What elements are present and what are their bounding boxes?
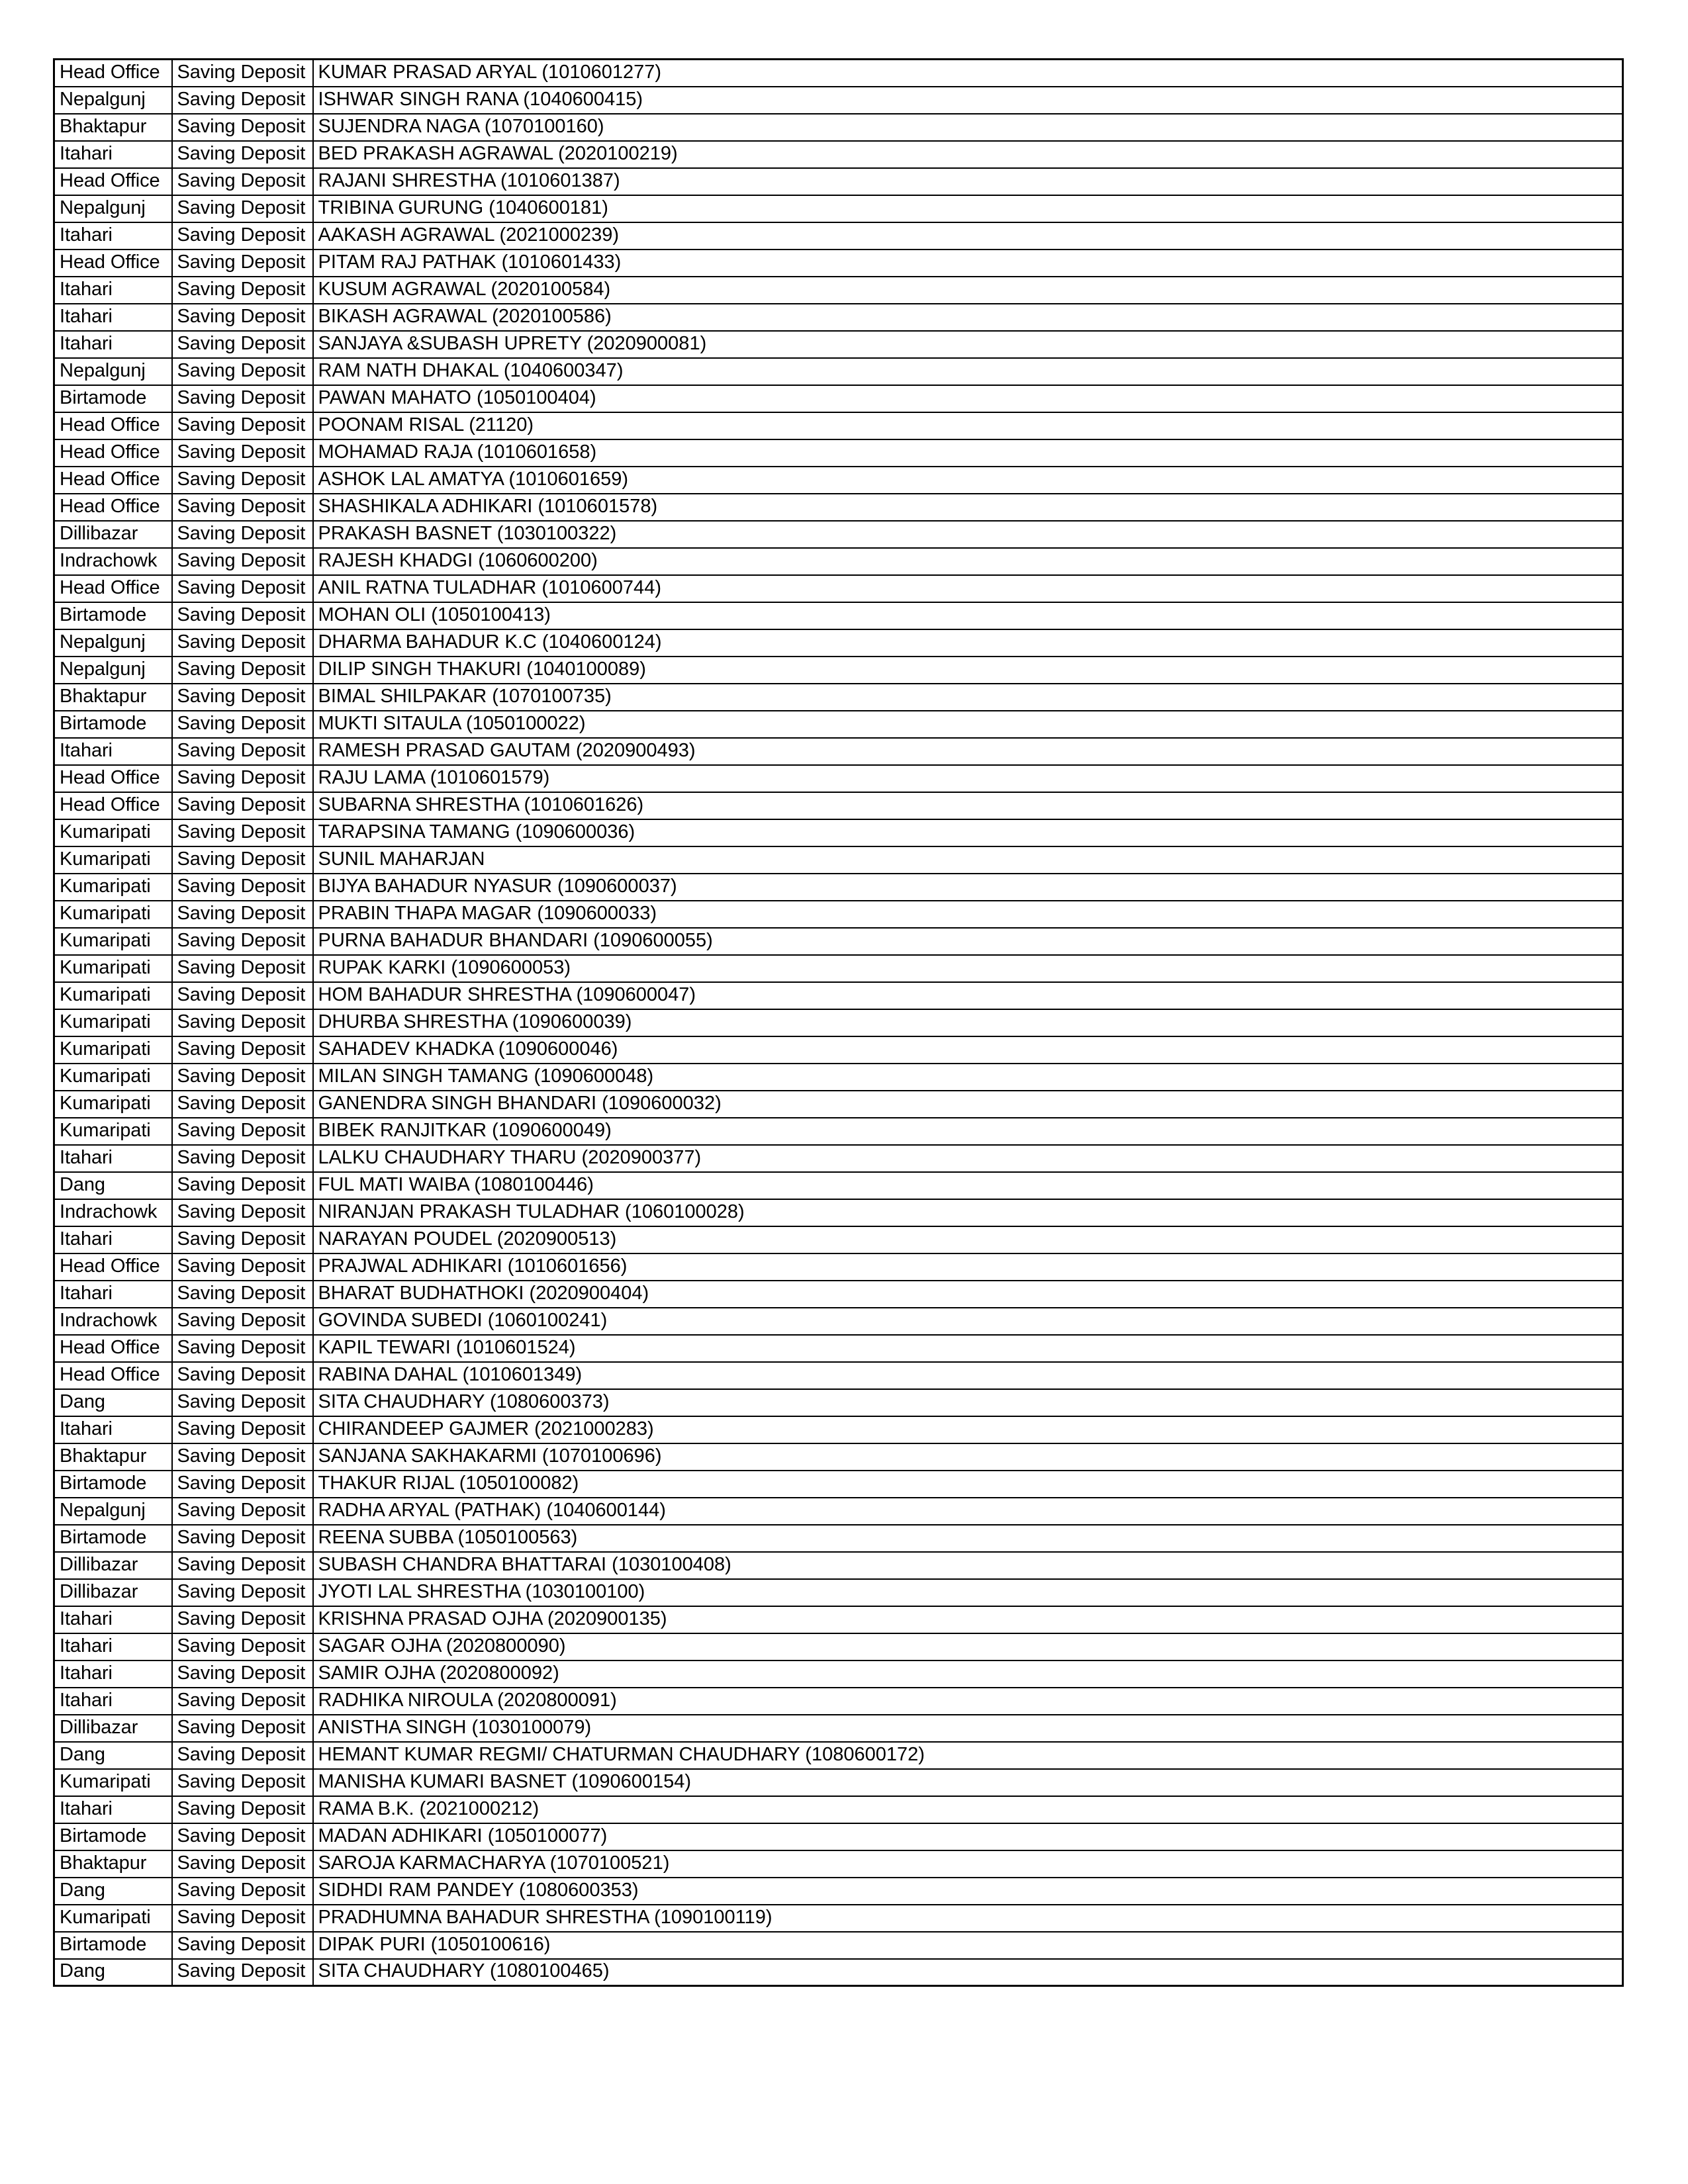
account-type-cell: Saving Deposit	[172, 1633, 313, 1661]
account-type-cell: Saving Deposit	[172, 521, 313, 548]
table-row	[54, 304, 1623, 331]
table-row	[54, 1036, 1623, 1064]
account-holder-cell: SHASHIKALA ADHIKARI (1010601578)	[313, 494, 1623, 521]
account-type-cell: Saving Deposit	[172, 1471, 313, 1498]
branch-cell: Kumaripati	[54, 1118, 172, 1145]
account-holder-cell: GANENDRA SINGH BHANDARI (1090600032)	[313, 1091, 1623, 1118]
branch-cell: Itahari	[54, 1416, 172, 1443]
account-holder-cell: PRAKASH BASNET (1030100322)	[313, 521, 1623, 548]
account-type-cell: Saving Deposit	[172, 195, 313, 222]
table-row	[54, 684, 1623, 711]
account-holder-cell: SUBARNA SHRESTHA (1010601626)	[313, 792, 1623, 819]
account-type-cell: Saving Deposit	[172, 1688, 313, 1715]
account-type-cell: Saving Deposit	[172, 1416, 313, 1443]
account-type-cell: Saving Deposit	[172, 467, 313, 494]
table-row	[54, 195, 1623, 222]
table-row	[54, 1091, 1623, 1118]
branch-cell: Nepalgunj	[54, 87, 172, 114]
account-type-cell: Saving Deposit	[172, 738, 313, 765]
table-row	[54, 1335, 1623, 1362]
account-type-cell: Saving Deposit	[172, 1443, 313, 1471]
account-type-cell: Saving Deposit	[172, 1253, 313, 1281]
account-type-cell: Saving Deposit	[172, 928, 313, 955]
account-holder-cell: PRADHUMNA BAHADUR SHRESTHA (1090100119)	[313, 1905, 1623, 1932]
account-holder-cell: KUSUM AGRAWAL (2020100584)	[313, 277, 1623, 304]
table-body	[54, 60, 1623, 1986]
branch-cell: Birtamode	[54, 602, 172, 629]
account-type-cell: Saving Deposit	[172, 1959, 313, 1986]
account-type-cell: Saving Deposit	[172, 385, 313, 412]
branch-cell: Itahari	[54, 331, 172, 358]
branch-cell: Head Office	[54, 439, 172, 467]
account-holder-cell: MUKTI SITAULA (1050100022)	[313, 711, 1623, 738]
account-holder-cell: FUL MATI WAIBA (1080100446)	[313, 1172, 1623, 1199]
branch-cell: Itahari	[54, 1145, 172, 1172]
account-type-cell: Saving Deposit	[172, 1715, 313, 1742]
branch-cell: Itahari	[54, 1606, 172, 1633]
account-holder-cell: PITAM RAJ PATHAK (1010601433)	[313, 250, 1623, 277]
account-type-cell: Saving Deposit	[172, 1498, 313, 1525]
table-row	[54, 1661, 1623, 1688]
branch-cell: Itahari	[54, 141, 172, 168]
table-row	[54, 982, 1623, 1009]
table-row	[54, 602, 1623, 629]
table-row	[54, 494, 1623, 521]
branch-cell: Dang	[54, 1172, 172, 1199]
branch-cell: Birtamode	[54, 385, 172, 412]
branch-cell: Head Office	[54, 168, 172, 195]
branch-cell: Bhaktapur	[54, 684, 172, 711]
branch-cell: Head Office	[54, 765, 172, 792]
account-type-cell: Saving Deposit	[172, 1796, 313, 1823]
table-row	[54, 1064, 1623, 1091]
account-type-cell: Saving Deposit	[172, 114, 313, 141]
table-row	[54, 1796, 1623, 1823]
branch-cell: Birtamode	[54, 1932, 172, 1959]
account-type-cell: Saving Deposit	[172, 1091, 313, 1118]
account-type-cell: Saving Deposit	[172, 1932, 313, 1959]
account-holder-cell: HEMANT KUMAR REGMI/ CHATURMAN CHAUDHARY (1080600172)	[313, 1742, 1623, 1769]
table-row	[54, 439, 1623, 467]
account-holder-cell: SUBASH CHANDRA BHATTARAI (1030100408)	[313, 1552, 1623, 1579]
branch-cell: Kumaripati	[54, 819, 172, 846]
account-type-cell: Saving Deposit	[172, 1850, 313, 1878]
branch-cell: Kumaripati	[54, 1769, 172, 1796]
account-holders-table	[53, 58, 1624, 1987]
branch-cell: Indrachowk	[54, 1199, 172, 1226]
account-type-cell: Saving Deposit	[172, 982, 313, 1009]
account-holder-cell: ANIL RATNA TULADHAR (1010600744)	[313, 575, 1623, 602]
branch-cell: Itahari	[54, 222, 172, 250]
table-row	[54, 141, 1623, 168]
account-holder-cell: NIRANJAN PRAKASH TULADHAR (1060100028)	[313, 1199, 1623, 1226]
table-row	[54, 87, 1623, 114]
branch-cell: Indrachowk	[54, 548, 172, 575]
account-holder-cell: RAJU LAMA (1010601579)	[313, 765, 1623, 792]
account-type-cell: Saving Deposit	[172, 1823, 313, 1850]
branch-cell: Itahari	[54, 1281, 172, 1308]
table-row	[54, 114, 1623, 141]
table-row	[54, 575, 1623, 602]
branch-cell: Nepalgunj	[54, 657, 172, 684]
account-type-cell: Saving Deposit	[172, 602, 313, 629]
branch-cell: Birtamode	[54, 711, 172, 738]
account-holder-cell: MADAN ADHIKARI (1050100077)	[313, 1823, 1623, 1850]
account-holder-cell: POONAM RISAL (21120)	[313, 412, 1623, 439]
table-row	[54, 467, 1623, 494]
account-holder-cell: THAKUR RIJAL (1050100082)	[313, 1471, 1623, 1498]
account-holder-cell: NARAYAN POUDEL (2020900513)	[313, 1226, 1623, 1253]
account-type-cell: Saving Deposit	[172, 494, 313, 521]
account-type-cell: Saving Deposit	[172, 548, 313, 575]
table-row	[54, 1443, 1623, 1471]
account-holder-cell: MANISHA KUMARI BASNET (1090600154)	[313, 1769, 1623, 1796]
account-holder-cell: DIPAK PURI (1050100616)	[313, 1932, 1623, 1959]
branch-cell: Kumaripati	[54, 955, 172, 982]
branch-cell: Itahari	[54, 1226, 172, 1253]
table-row	[54, 1823, 1623, 1850]
account-holder-cell: SANJAYA &SUBASH UPRETY (2020900081)	[313, 331, 1623, 358]
account-type-cell: Saving Deposit	[172, 250, 313, 277]
branch-cell: Dang	[54, 1878, 172, 1905]
account-type-cell: Saving Deposit	[172, 331, 313, 358]
account-holder-cell: LALKU CHAUDHARY THARU (2020900377)	[313, 1145, 1623, 1172]
branch-cell: Birtamode	[54, 1525, 172, 1552]
account-type-cell: Saving Deposit	[172, 60, 313, 87]
account-holder-cell: BIBEK RANJITKAR (1090600049)	[313, 1118, 1623, 1145]
account-type-cell: Saving Deposit	[172, 1579, 313, 1606]
account-holder-cell: KAPIL TEWARI (1010601524)	[313, 1335, 1623, 1362]
account-type-cell: Saving Deposit	[172, 901, 313, 928]
account-holder-cell: MOHAMAD RAJA (1010601658)	[313, 439, 1623, 467]
branch-cell: Birtamode	[54, 1471, 172, 1498]
branch-cell: Itahari	[54, 738, 172, 765]
table-row	[54, 711, 1623, 738]
branch-cell: Indrachowk	[54, 1308, 172, 1335]
table-row	[54, 874, 1623, 901]
branch-cell: Bhaktapur	[54, 1850, 172, 1878]
account-holder-cell: RAJANI SHRESTHA (1010601387)	[313, 168, 1623, 195]
branch-cell: Nepalgunj	[54, 195, 172, 222]
branch-cell: Kumaripati	[54, 1064, 172, 1091]
table-row	[54, 60, 1623, 87]
table-row	[54, 901, 1623, 928]
account-holder-cell: JYOTI LAL SHRESTHA (1030100100)	[313, 1579, 1623, 1606]
account-holder-cell: ISHWAR SINGH RANA (1040600415)	[313, 87, 1623, 114]
branch-cell: Dillibazar	[54, 521, 172, 548]
table-row	[54, 955, 1623, 982]
account-holder-cell: AAKASH AGRAWAL (2021000239)	[313, 222, 1623, 250]
account-holder-cell: BIMAL SHILPAKAR (1070100735)	[313, 684, 1623, 711]
account-holder-cell: RAMESH PRASAD GAUTAM (2020900493)	[313, 738, 1623, 765]
account-type-cell: Saving Deposit	[172, 222, 313, 250]
branch-cell: Head Office	[54, 467, 172, 494]
account-holder-cell: TARAPSINA TAMANG (1090600036)	[313, 819, 1623, 846]
account-type-cell: Saving Deposit	[172, 874, 313, 901]
table-row	[54, 1362, 1623, 1389]
table-row	[54, 412, 1623, 439]
account-holder-cell: SITA CHAUDHARY (1080100465)	[313, 1959, 1623, 1986]
table-row	[54, 1308, 1623, 1335]
branch-cell: Nepalgunj	[54, 1498, 172, 1525]
account-holder-cell: CHIRANDEEP GAJMER (2021000283)	[313, 1416, 1623, 1443]
table-row	[54, 1552, 1623, 1579]
table-row	[54, 358, 1623, 385]
table-row	[54, 928, 1623, 955]
account-holder-cell: TRIBINA GURUNG (1040600181)	[313, 195, 1623, 222]
account-holder-cell: REENA SUBBA (1050100563)	[313, 1525, 1623, 1552]
account-type-cell: Saving Deposit	[172, 1335, 313, 1362]
account-type-cell: Saving Deposit	[172, 765, 313, 792]
branch-cell: Head Office	[54, 250, 172, 277]
table-row	[54, 1932, 1623, 1959]
account-holder-cell: RAM NATH DHAKAL (1040600347)	[313, 358, 1623, 385]
account-holder-cell: PURNA BAHADUR BHANDARI (1090600055)	[313, 928, 1623, 955]
account-type-cell: Saving Deposit	[172, 1552, 313, 1579]
account-type-cell: Saving Deposit	[172, 1606, 313, 1633]
account-holder-cell: SAROJA KARMACHARYA (1070100521)	[313, 1850, 1623, 1878]
account-holder-cell: BHARAT BUDHATHOKI (2020900404)	[313, 1281, 1623, 1308]
table-row	[54, 657, 1623, 684]
table-row	[54, 1118, 1623, 1145]
account-holder-cell: PAWAN MAHATO (1050100404)	[313, 385, 1623, 412]
table-row	[54, 521, 1623, 548]
account-type-cell: Saving Deposit	[172, 1308, 313, 1335]
table-row	[54, 1905, 1623, 1932]
branch-cell: Bhaktapur	[54, 114, 172, 141]
account-type-cell: Saving Deposit	[172, 1199, 313, 1226]
account-holder-cell: RAJESH KHADGI (1060600200)	[313, 548, 1623, 575]
branch-cell: Head Office	[54, 575, 172, 602]
branch-cell: Itahari	[54, 1661, 172, 1688]
branch-cell: Head Office	[54, 1335, 172, 1362]
account-type-cell: Saving Deposit	[172, 684, 313, 711]
account-type-cell: Saving Deposit	[172, 1905, 313, 1932]
branch-cell: Head Office	[54, 412, 172, 439]
branch-cell: Birtamode	[54, 1823, 172, 1850]
account-type-cell: Saving Deposit	[172, 846, 313, 874]
table-row	[54, 1416, 1623, 1443]
account-type-cell: Saving Deposit	[172, 1172, 313, 1199]
table-row	[54, 1579, 1623, 1606]
table-row	[54, 1281, 1623, 1308]
table-row	[54, 168, 1623, 195]
table-row	[54, 1172, 1623, 1199]
account-type-cell: Saving Deposit	[172, 1769, 313, 1796]
table-row	[54, 277, 1623, 304]
branch-cell: Head Office	[54, 494, 172, 521]
account-holder-cell: GOVINDA SUBEDI (1060100241)	[313, 1308, 1623, 1335]
branch-cell: Itahari	[54, 1633, 172, 1661]
account-holder-cell: DHARMA BAHADUR K.C (1040600124)	[313, 629, 1623, 657]
account-holder-cell: RABINA DAHAL (1010601349)	[313, 1362, 1623, 1389]
account-type-cell: Saving Deposit	[172, 1878, 313, 1905]
table-row	[54, 1606, 1623, 1633]
branch-cell: Kumaripati	[54, 1091, 172, 1118]
branch-cell: Kumaripati	[54, 901, 172, 928]
branch-cell: Dillibazar	[54, 1552, 172, 1579]
branch-cell: Head Office	[54, 60, 172, 87]
account-holder-cell: BED PRAKASH AGRAWAL (2020100219)	[313, 141, 1623, 168]
branch-cell: Dillibazar	[54, 1715, 172, 1742]
table-row	[54, 738, 1623, 765]
account-holder-cell: DILIP SINGH THAKURI (1040100089)	[313, 657, 1623, 684]
branch-cell: Dang	[54, 1959, 172, 1986]
account-type-cell: Saving Deposit	[172, 955, 313, 982]
table-row	[54, 1145, 1623, 1172]
branch-cell: Itahari	[54, 304, 172, 331]
branch-cell: Itahari	[54, 277, 172, 304]
table-row	[54, 1389, 1623, 1416]
account-holder-cell: RAMA B.K. (2021000212)	[313, 1796, 1623, 1823]
account-type-cell: Saving Deposit	[172, 1281, 313, 1308]
account-type-cell: Saving Deposit	[172, 1742, 313, 1769]
account-type-cell: Saving Deposit	[172, 1226, 313, 1253]
account-holder-cell: RADHA ARYAL (PATHAK) (1040600144)	[313, 1498, 1623, 1525]
table-row	[54, 385, 1623, 412]
table-row	[54, 222, 1623, 250]
account-holder-cell: BIKASH AGRAWAL (2020100586)	[313, 304, 1623, 331]
account-holder-cell: SANJANA SAKHAKARMI (1070100696)	[313, 1443, 1623, 1471]
account-type-cell: Saving Deposit	[172, 412, 313, 439]
table-row	[54, 331, 1623, 358]
account-type-cell: Saving Deposit	[172, 1009, 313, 1036]
account-holder-cell: PRAJWAL ADHIKARI (1010601656)	[313, 1253, 1623, 1281]
account-holder-cell: SAGAR OJHA (2020800090)	[313, 1633, 1623, 1661]
branch-cell: Dang	[54, 1742, 172, 1769]
branch-cell: Dang	[54, 1389, 172, 1416]
account-type-cell: Saving Deposit	[172, 439, 313, 467]
table-row	[54, 1199, 1623, 1226]
branch-cell: Head Office	[54, 792, 172, 819]
account-type-cell: Saving Deposit	[172, 792, 313, 819]
branch-cell: Kumaripati	[54, 1009, 172, 1036]
table-row	[54, 1633, 1623, 1661]
account-type-cell: Saving Deposit	[172, 1362, 313, 1389]
account-holder-cell: SIDHDI RAM PANDEY (1080600353)	[313, 1878, 1623, 1905]
table-row	[54, 819, 1623, 846]
branch-cell: Kumaripati	[54, 1905, 172, 1932]
branch-cell: Itahari	[54, 1688, 172, 1715]
account-holder-cell: RADHIKA NIROULA (2020800091)	[313, 1688, 1623, 1715]
branch-cell: Kumaripati	[54, 846, 172, 874]
table-row	[54, 1525, 1623, 1552]
account-holder-cell: SAHADEV KHADKA (1090600046)	[313, 1036, 1623, 1064]
account-holder-cell: SAMIR OJHA (2020800092)	[313, 1661, 1623, 1688]
branch-cell: Itahari	[54, 1796, 172, 1823]
table-row	[54, 1226, 1623, 1253]
branch-cell: Nepalgunj	[54, 358, 172, 385]
account-holder-cell: MOHAN OLI (1050100413)	[313, 602, 1623, 629]
account-type-cell: Saving Deposit	[172, 141, 313, 168]
account-type-cell: Saving Deposit	[172, 819, 313, 846]
account-type-cell: Saving Deposit	[172, 1036, 313, 1064]
table-row	[54, 1878, 1623, 1905]
account-holder-cell: ANISTHA SINGH (1030100079)	[313, 1715, 1623, 1742]
account-holder-cell: SUJENDRA NAGA (1070100160)	[313, 114, 1623, 141]
table-row	[54, 1471, 1623, 1498]
table-row	[54, 1009, 1623, 1036]
account-holder-cell: HOM BAHADUR SHRESTHA (1090600047)	[313, 982, 1623, 1009]
table-row	[54, 792, 1623, 819]
account-holder-cell: PRABIN THAPA MAGAR (1090600033)	[313, 901, 1623, 928]
account-type-cell: Saving Deposit	[172, 1118, 313, 1145]
branch-cell: Kumaripati	[54, 1036, 172, 1064]
account-holder-cell: MILAN SINGH TAMANG (1090600048)	[313, 1064, 1623, 1091]
account-type-cell: Saving Deposit	[172, 1145, 313, 1172]
branch-cell: Head Office	[54, 1362, 172, 1389]
account-holder-cell: DHURBA SHRESTHA (1090600039)	[313, 1009, 1623, 1036]
table-row	[54, 1742, 1623, 1769]
account-type-cell: Saving Deposit	[172, 1525, 313, 1552]
account-holder-cell: KRISHNA PRASAD OJHA (2020900135)	[313, 1606, 1623, 1633]
branch-cell: Kumaripati	[54, 874, 172, 901]
branch-cell: Kumaripati	[54, 928, 172, 955]
branch-cell: Kumaripati	[54, 982, 172, 1009]
table-row	[54, 846, 1623, 874]
account-type-cell: Saving Deposit	[172, 358, 313, 385]
account-type-cell: Saving Deposit	[172, 657, 313, 684]
table-row	[54, 1498, 1623, 1525]
account-type-cell: Saving Deposit	[172, 168, 313, 195]
account-type-cell: Saving Deposit	[172, 277, 313, 304]
account-type-cell: Saving Deposit	[172, 87, 313, 114]
branch-cell: Bhaktapur	[54, 1443, 172, 1471]
account-type-cell: Saving Deposit	[172, 1064, 313, 1091]
account-type-cell: Saving Deposit	[172, 629, 313, 657]
account-holder-cell: ASHOK LAL AMATYA (1010601659)	[313, 467, 1623, 494]
branch-cell: Dillibazar	[54, 1579, 172, 1606]
account-type-cell: Saving Deposit	[172, 711, 313, 738]
account-type-cell: Saving Deposit	[172, 575, 313, 602]
account-holder-cell: RUPAK KARKI (1090600053)	[313, 955, 1623, 982]
table-row	[54, 1253, 1623, 1281]
table-row	[54, 765, 1623, 792]
account-holder-cell: SUNIL MAHARJAN	[313, 846, 1623, 874]
account-type-cell: Saving Deposit	[172, 1389, 313, 1416]
account-holder-cell: BIJYA BAHADUR NYASUR (1090600037)	[313, 874, 1623, 901]
table-row	[54, 1850, 1623, 1878]
table-row	[54, 1959, 1623, 1986]
table-row	[54, 1715, 1623, 1742]
account-type-cell: Saving Deposit	[172, 304, 313, 331]
branch-cell: Head Office	[54, 1253, 172, 1281]
account-holder-cell: KUMAR PRASAD ARYAL (1010601277)	[313, 60, 1623, 87]
account-type-cell: Saving Deposit	[172, 1661, 313, 1688]
account-holder-cell: SITA CHAUDHARY (1080600373)	[313, 1389, 1623, 1416]
table-row	[54, 629, 1623, 657]
branch-cell: Nepalgunj	[54, 629, 172, 657]
table-row	[54, 548, 1623, 575]
table-row	[54, 1769, 1623, 1796]
table-row	[54, 1688, 1623, 1715]
table-row	[54, 250, 1623, 277]
